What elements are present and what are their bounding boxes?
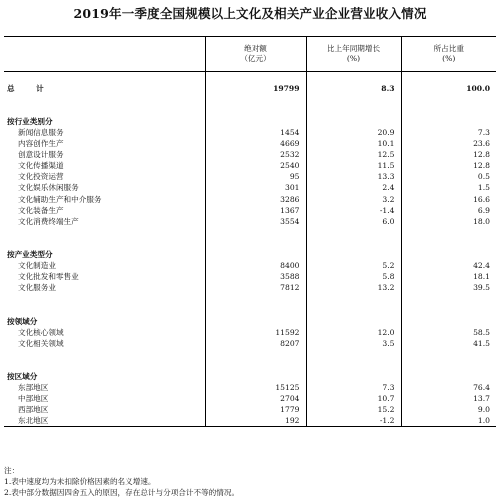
section-header-row bbox=[4, 316, 496, 327]
spacer-row bbox=[4, 72, 496, 83]
header-absolute-value-unit: （亿元） bbox=[240, 54, 271, 63]
table-row bbox=[4, 260, 496, 271]
row-growth: 3.5 bbox=[306, 338, 401, 349]
table-row bbox=[4, 282, 496, 293]
row-value: 3286 bbox=[205, 194, 306, 205]
row-label: 内容创作生产 bbox=[18, 139, 64, 149]
total-share: 100.0 bbox=[401, 83, 496, 94]
row-share: 76.4 bbox=[401, 382, 496, 393]
section-blank-cell bbox=[306, 371, 401, 382]
spacer-row bbox=[4, 94, 496, 105]
row-label: 东北地区 bbox=[4, 415, 205, 427]
row-value: 2704 bbox=[205, 393, 306, 404]
row-share: 1.0 bbox=[401, 415, 496, 427]
table-row bbox=[4, 171, 496, 182]
section-header-row bbox=[4, 116, 496, 127]
section-blank-cell bbox=[306, 116, 401, 127]
row-value: 4669 bbox=[205, 138, 306, 149]
section-blank-cell bbox=[401, 249, 496, 260]
row-growth: 7.3 bbox=[306, 382, 401, 393]
row-growth: 12.0 bbox=[306, 327, 401, 338]
row-growth: 5.8 bbox=[306, 271, 401, 282]
row-growth: 12.5 bbox=[306, 149, 401, 160]
row-value: 8400 bbox=[205, 260, 306, 271]
section-header-row bbox=[4, 249, 496, 260]
row-label: 文化传播渠道 bbox=[18, 161, 64, 171]
row-value: 1454 bbox=[205, 127, 306, 138]
row-label: 文化批发和零售业 bbox=[18, 272, 79, 282]
row-label: 文化娱乐休闲服务 bbox=[18, 183, 79, 193]
footnote-heading: 注： bbox=[4, 466, 20, 475]
section-blank-cell bbox=[306, 316, 401, 327]
total-label: 总 计 bbox=[7, 83, 51, 93]
row-value: 8207 bbox=[205, 338, 306, 349]
table-row bbox=[4, 382, 496, 393]
row-share: 7.3 bbox=[401, 127, 496, 138]
row-label: 东部地区 bbox=[18, 383, 49, 393]
row-label: 创意设计服务 bbox=[18, 150, 64, 160]
row-share: 12.8 bbox=[401, 160, 496, 171]
row-label: 文化投资运营 bbox=[18, 172, 64, 182]
section-header-row bbox=[4, 371, 496, 382]
row-share: 42.4 bbox=[401, 260, 496, 271]
row-value: 301 bbox=[205, 182, 306, 193]
section-title: 按区域分 bbox=[7, 372, 38, 382]
row-label: 文化相关领域 bbox=[18, 338, 64, 348]
row-growth: 10.1 bbox=[306, 138, 401, 149]
row-share: 58.5 bbox=[401, 327, 496, 338]
total-row bbox=[4, 83, 496, 94]
row-growth: 11.5 bbox=[306, 160, 401, 171]
header-share bbox=[401, 37, 496, 72]
row-growth: 10.7 bbox=[306, 393, 401, 404]
table-row bbox=[4, 205, 496, 216]
row-value: 1779 bbox=[205, 404, 306, 415]
footnotes bbox=[4, 465, 496, 498]
header-share-label: 所占比重 bbox=[433, 43, 464, 53]
table-row bbox=[4, 415, 496, 427]
table-row bbox=[4, 138, 496, 149]
row-growth: 2.4 bbox=[306, 182, 401, 193]
row-label: 文化核心领域 bbox=[18, 327, 64, 337]
table-header-row bbox=[4, 37, 496, 72]
table-row bbox=[4, 182, 496, 193]
row-share: 0.5 bbox=[401, 171, 496, 182]
section-blank-cell bbox=[205, 371, 306, 382]
spacer-row bbox=[4, 304, 496, 315]
row-share: 1.5 bbox=[401, 182, 496, 193]
section-blank-cell bbox=[401, 316, 496, 327]
row-value: 3554 bbox=[205, 216, 306, 227]
table-row bbox=[4, 338, 496, 349]
row-value: 192 bbox=[205, 415, 306, 427]
row-share: 12.8 bbox=[401, 149, 496, 160]
row-growth: 13.2 bbox=[306, 282, 401, 293]
header-growth-unit: (%) bbox=[346, 54, 361, 63]
header-absolute-value bbox=[205, 37, 306, 72]
section-blank-cell bbox=[401, 371, 496, 382]
row-growth: -1.4 bbox=[306, 205, 401, 216]
row-value: 95 bbox=[205, 171, 306, 182]
row-growth: 13.3 bbox=[306, 171, 401, 182]
section-blank-cell bbox=[401, 116, 496, 127]
section-blank-cell bbox=[205, 116, 306, 127]
row-label: 文化辅助生产和中介服务 bbox=[18, 194, 102, 204]
revenue-table bbox=[4, 36, 496, 427]
spacer-row bbox=[4, 238, 496, 249]
row-label: 文化消费终端生产 bbox=[18, 216, 79, 226]
table-row bbox=[4, 393, 496, 404]
row-share: 18.0 bbox=[401, 216, 496, 227]
row-value: 15125 bbox=[205, 382, 306, 393]
row-share: 6.9 bbox=[401, 205, 496, 216]
table-body bbox=[4, 72, 496, 427]
row-value: 11592 bbox=[205, 327, 306, 338]
row-share: 23.6 bbox=[401, 138, 496, 149]
header-growth bbox=[306, 37, 401, 72]
row-growth: 5.2 bbox=[306, 260, 401, 271]
row-share: 18.1 bbox=[401, 271, 496, 282]
row-growth: 20.9 bbox=[306, 127, 401, 138]
row-label: 文化装备生产 bbox=[18, 205, 64, 215]
total-growth: 8.3 bbox=[306, 83, 401, 94]
section-blank-cell bbox=[205, 316, 306, 327]
section-title: 按领域分 bbox=[7, 316, 38, 326]
row-share: 39.5 bbox=[401, 282, 496, 293]
row-value: 2532 bbox=[205, 149, 306, 160]
section-blank-cell bbox=[205, 249, 306, 260]
section-blank-cell bbox=[306, 249, 401, 260]
row-label: 西部地区 bbox=[18, 405, 49, 415]
table-row bbox=[4, 327, 496, 338]
spacer-row bbox=[4, 360, 496, 371]
header-absolute-value-label: 绝对额 bbox=[244, 43, 267, 53]
section-title: 按产业类型分 bbox=[7, 250, 53, 260]
row-label: 新闻信息服务 bbox=[18, 128, 64, 138]
section-title: 按行业类别分 bbox=[7, 116, 53, 126]
table-row bbox=[4, 404, 496, 415]
spacer-row bbox=[4, 349, 496, 360]
table-row bbox=[4, 194, 496, 205]
row-growth: 6.0 bbox=[306, 216, 401, 227]
row-share: 9.0 bbox=[401, 404, 496, 415]
footnote-2: 2.表中部分数据因四舍五入的原因，存在总计与分项合计不等的情况。 bbox=[4, 488, 240, 497]
header-share-unit: (%) bbox=[442, 54, 456, 63]
table-row bbox=[4, 149, 496, 160]
row-label: 文化服务业 bbox=[18, 283, 56, 293]
row-value: 7812 bbox=[205, 282, 306, 293]
spacer-row bbox=[4, 227, 496, 238]
row-value: 3588 bbox=[205, 271, 306, 282]
spacer-row bbox=[4, 105, 496, 116]
row-share: 41.5 bbox=[401, 338, 496, 349]
table-row bbox=[4, 271, 496, 282]
spacer-row bbox=[4, 293, 496, 304]
footnote-1: 1.表中速度均为未扣除价格因素的名义增速。 bbox=[4, 477, 156, 486]
table-row bbox=[4, 127, 496, 138]
row-growth: -1.2 bbox=[306, 415, 401, 427]
table-row bbox=[4, 216, 496, 227]
row-share: 16.6 bbox=[401, 194, 496, 205]
document-title: 2019年一季度全国规模以上文化及相关产业企业营业收入情况 bbox=[73, 6, 427, 21]
header-category bbox=[4, 37, 205, 72]
total-value: 19799 bbox=[205, 83, 306, 94]
header-growth-label: 比上年同期增长 bbox=[326, 43, 381, 53]
row-share: 13.7 bbox=[401, 393, 496, 404]
table-row bbox=[4, 160, 496, 171]
row-growth: 3.2 bbox=[306, 194, 401, 205]
row-value: 2540 bbox=[205, 160, 306, 171]
row-label: 文化制造业 bbox=[18, 261, 56, 271]
row-value: 1367 bbox=[205, 205, 306, 216]
row-label: 中部地区 bbox=[18, 394, 49, 404]
row-growth: 15.2 bbox=[306, 404, 401, 415]
